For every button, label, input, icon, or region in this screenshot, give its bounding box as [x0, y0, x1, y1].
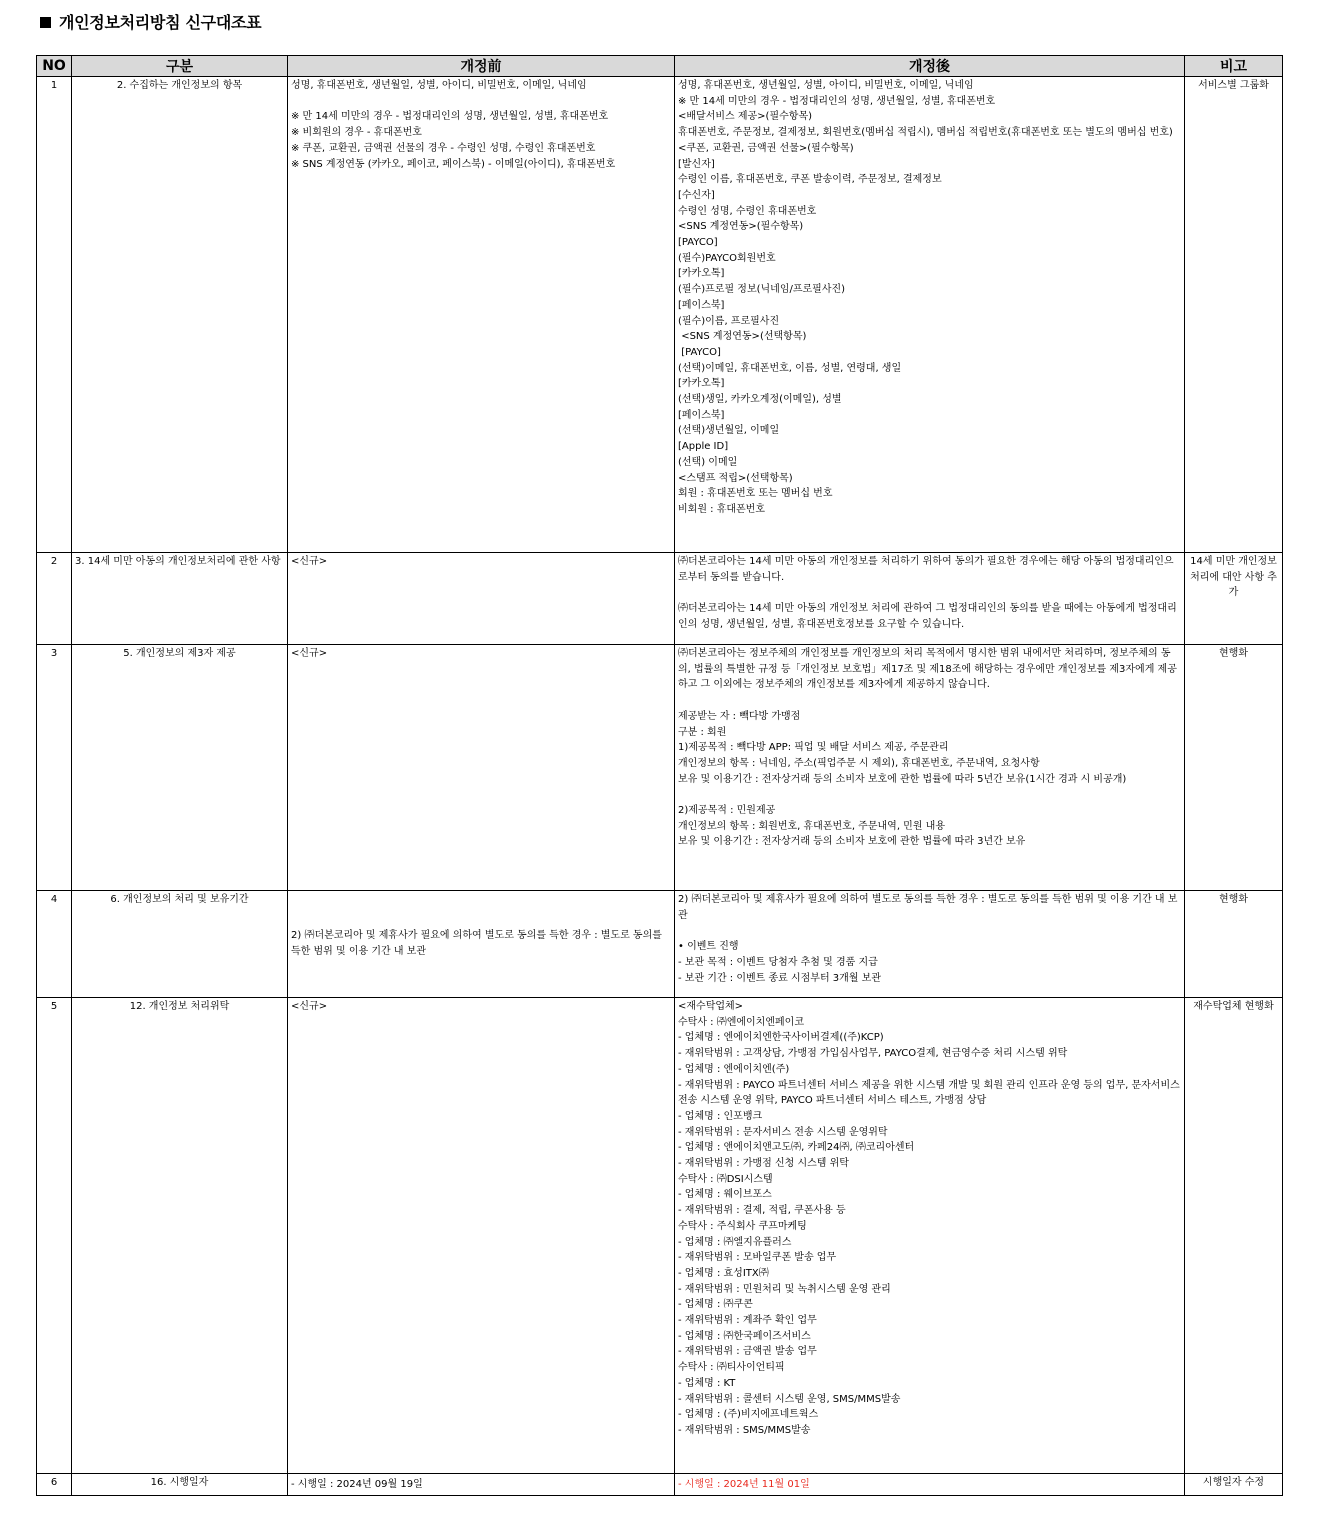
- after-text-line: - 업체명 : 인포뱅크: [678, 1110, 763, 1122]
- document-title-text: 개인정보처리방침 신구대조표: [59, 13, 262, 32]
- after-text-line: 휴대폰번호, 주문정보, 결제정보, 회원번호(멤버십 적립시), 멤버십 적립번호(휴대폰번호 또는 별도의 멤버십 번호): [678, 127, 1173, 139]
- after-text-line: 수탁사 : ㈜엔에이치엔페이코: [678, 1016, 804, 1028]
- after-text-line: 보유 및 이용기간 : 전자상거래 등의 소비자 보호에 관한 법률에 따라 3년간 보유: [678, 836, 1026, 848]
- after-text-line: [페이스북]: [678, 299, 725, 311]
- after-text-line: - 업체명 : ㈜엘지유플러스: [678, 1236, 792, 1248]
- row-no: 5: [37, 998, 72, 1474]
- after-text-line: (선택) 이메일: [678, 456, 738, 468]
- after-text-line: [카카오톡]: [678, 378, 725, 390]
- after-text-line: • 이벤트 진행: [678, 941, 739, 953]
- header-row: [37, 56, 1283, 77]
- after-text-line: - 업체명 : ㈜한국페이즈서비스: [678, 1330, 811, 1342]
- header-no: NO: [37, 56, 72, 77]
- after-text-line: [페이스북]: [678, 409, 725, 421]
- after-text-line: [카카오톡]: [678, 268, 725, 280]
- after-text-line: [678, 787, 1181, 803]
- after-text-line: [PAYCO]: [678, 237, 718, 249]
- row-after: [675, 998, 1185, 1474]
- after-text-line: - 업체명 : ㈜쿠콘: [678, 1299, 753, 1311]
- before-text-line: ※ SNS 계정연동 (카카오, 페이코, 페이스북) - 이메일(아이디), 휴대폰번호: [291, 158, 616, 170]
- before-text-line: <신규>: [291, 648, 328, 659]
- after-text-line: (필수)이름, 프로필사진: [678, 315, 780, 327]
- after-text-line: 성명, 휴대폰번호, 생년월일, 성별, 아이디, 비밀번호, 이메일, 닉네임: [678, 80, 974, 91]
- row-after: [675, 77, 1185, 553]
- row-remarks: 재수탁업체 현행화: [1185, 998, 1283, 1474]
- table-row: [37, 77, 1283, 553]
- row-remarks: 서비스별 그룹화: [1185, 77, 1283, 553]
- after-text-line: [발신자]: [678, 158, 715, 170]
- table-row: [37, 1474, 1283, 1496]
- after-text-line: (선택)이메일, 휴대폰번호, 이름, 성별, 연령대, 생일: [678, 362, 902, 374]
- after-text-line: 수탁사 : ㈜티사이언티픽: [678, 1362, 785, 1374]
- after-text-line: - 재위탁범위 : 가맹점 신청 시스템 위탁: [678, 1158, 849, 1170]
- before-text-line: <신규>: [291, 1001, 328, 1012]
- after-text-line: <배달서비스 제공>(필수항목): [678, 111, 812, 123]
- after-text-line: 수탁사 : ㈜DSI시스템: [678, 1173, 773, 1185]
- document-title: [40, 10, 261, 33]
- after-text-line: <쿠폰, 교환권, 금액권 선물>(필수항목): [678, 142, 854, 154]
- after-text-line: 수령인 성명, 수령인 휴대폰번호: [678, 205, 817, 217]
- after-text-line: 수령인 이름, 휴대폰번호, 쿠폰 발송이력, 주문정보, 결제정보: [678, 174, 942, 186]
- row-no: 2: [37, 553, 72, 645]
- comparison-table: [36, 55, 1283, 1496]
- table-row: [37, 891, 1283, 998]
- after-text-line: - 업체명 : (주)비지에프네트웍스: [678, 1409, 819, 1421]
- after-text-line: ㈜더본코리아는 14세 미만 아동의 개인정보 처리에 관하여 그 법정대리인의 동의를 받을 때에는 아동에게 법정대리인의 성명, 생년월일, 성별, 휴대폰번호정보를 요구할 수 있습니다.: [678, 603, 1177, 630]
- after-text-line: - 업체명 : 웨이브포스: [678, 1189, 772, 1201]
- after-text-line: 개인정보의 항목 : 회원번호, 휴대폰번호, 주문내역, 민원 내용: [678, 820, 945, 832]
- after-text-line: - 재위탁범위 : SMS/MMS발송: [678, 1424, 811, 1436]
- row-no: 1: [37, 77, 72, 553]
- row-remarks: 현행화: [1185, 891, 1283, 998]
- after-text-line: 개인정보의 항목 : 닉네임, 주소(픽업주문 시 제외), 휴대폰번호, 주문내역, 요청사항: [678, 757, 1040, 769]
- after-text-line: [678, 585, 1181, 601]
- after-text-line: [678, 923, 1181, 939]
- after-text-line: [Apple ID]: [678, 441, 729, 453]
- row-no: 6: [37, 1474, 72, 1496]
- after-text-line: (선택)생년월일, 이메일: [678, 425, 780, 437]
- after-text-line: - 재위탁범위 : PAYCO 파트너센터 서비스 제공을 위한 시스템 개발 및 회원 관리 인프라 운영 등의 업무, 문자서비스 전송 시스템 운영 위탁, PAYCO 파트너센터 서비스 테스트, 가맹점 상담: [678, 1079, 1183, 1107]
- table-body: [37, 77, 1283, 1496]
- after-text-line: 2)제공목적 : 민원제공: [678, 805, 776, 816]
- before-text-line: ※ 만 14세 미만의 경우 - 법정대리인의 성명, 생년월일, 성별, 휴대폰번호: [291, 111, 609, 123]
- before-text-line: - 시행일 : 2024년 09월 19일: [291, 1478, 423, 1490]
- row-before: [288, 553, 675, 645]
- after-text-line: 구분 : 회원: [678, 726, 727, 738]
- after-text-line: <SNS 계정연동>(필수항목): [678, 221, 804, 233]
- after-text-line: - 재위탁범위 : 금액권 발송 업무: [678, 1346, 817, 1358]
- after-text-line: <재수탁업체>: [678, 1001, 744, 1012]
- row-category: 6. 개인정보의 처리 및 보유기간: [72, 891, 288, 998]
- after-text-line: 1)제공목적 : 빽다방 APP: 픽업 및 배달 서비스 제공, 주문관리: [678, 742, 949, 754]
- after-text-line: <스탬프 적립>(선택항목): [678, 472, 793, 484]
- after-text-line: ㈜더본코리아는 정보주체의 개인정보를 개인정보의 처리 목적에서 명시한 범위 내에서만 처리하며, 정보주체의 동의, 법률의 특별한 규정 등「개인정보 보호법」제17조 및 제18조에 해당하는 경우에만 개인정보를 제3자에게 제공하고 그 이외에는 정보주체의 개인정보를 제3자에게 제공하지 않습니다.: [678, 648, 1177, 691]
- header-after: 개정後: [675, 56, 1185, 77]
- after-text-line: - 재위탁범위 : 결제, 적립, 쿠폰사용 등: [678, 1205, 846, 1217]
- after-text-line: - 업체명 : KT: [678, 1377, 736, 1389]
- after-text-line: - 업체명 : 엔에이치엔(주): [678, 1063, 790, 1075]
- row-remarks: 14세 미만 개인정보처리에 대안 사항 추가: [1185, 553, 1283, 645]
- after-text-line: <SNS 계정연동>(선택항목): [678, 331, 807, 343]
- row-after: [675, 553, 1185, 645]
- after-text-line: - 재위탁범위 : 모바일쿠폰 발송 업무: [678, 1252, 837, 1264]
- after-text-line: (필수)프로필 정보(닉네임/프로필사진): [678, 284, 846, 296]
- after-text-line: 비회원 : 휴대폰번호: [678, 503, 766, 515]
- after-text-line: [678, 533, 1181, 549]
- after-text-line: - 재위탁범위 : 문자서비스 전송 시스템 운영위탁: [678, 1126, 888, 1138]
- header-category: 구분: [72, 56, 288, 77]
- before-text-line: 2) ㈜더본코리아 및 제휴사가 필요에 의하여 별도로 동의를 득한 경우 : 별도로 동의를 득한 범위 및 이용 기간 내 보관: [291, 930, 666, 957]
- after-text-line: [678, 518, 1181, 534]
- after-text-line: 제공받는 자 : 빽다방 가맹점: [678, 710, 801, 722]
- after-text-line: - 재위탁범위 : 콜센터 시스템 운영, SMS/MMS발송: [678, 1393, 901, 1405]
- after-text-line: - 재위탁범위 : 고객상담, 가맹점 가입심사업무, PAYCO결제, 현금영수증 처리 시스템 위탁: [678, 1048, 1068, 1060]
- square-bullet-icon: [40, 17, 51, 28]
- after-text-line: - 업체명 : 엔에이치엔한국사이버결제((주)KCP): [678, 1032, 884, 1044]
- row-category: 3. 14세 미만 아동의 개인정보처리에 관한 사항: [72, 553, 288, 645]
- row-no: 4: [37, 891, 72, 998]
- row-before: [288, 77, 675, 553]
- header-before: 개정前: [288, 56, 675, 77]
- after-text-line: 수탁사 : 주식회사 쿠프마케팅: [678, 1220, 807, 1232]
- after-text-line: - 재위탁범위 : 계좌주 확인 업무: [678, 1315, 817, 1327]
- after-text-line: (필수)PAYCO회원번호: [678, 252, 776, 264]
- after-text-line: [수신자]: [678, 189, 715, 201]
- row-category: 5. 개인정보의 제3자 제공: [72, 645, 288, 891]
- after-text-line: - 보관 목적 : 이벤트 당첨자 추첨 및 경품 지급: [678, 956, 878, 968]
- after-text-line: - 업체명 : 효성ITX㈜: [678, 1267, 769, 1279]
- after-text-line: - 보관 기간 : 이벤트 종료 시점부터 3개월 보관: [678, 972, 881, 984]
- row-before: [288, 891, 675, 998]
- row-after: [675, 645, 1185, 891]
- row-remarks: 시행일자 수정: [1185, 1474, 1283, 1496]
- table-row: [37, 998, 1283, 1474]
- before-text-line: ※ 비회원의 경우 - 휴대폰번호: [291, 127, 422, 139]
- row-before: [288, 1474, 675, 1496]
- after-text-line: [PAYCO]: [678, 346, 721, 358]
- row-before: [288, 645, 675, 891]
- table-row: [37, 645, 1283, 891]
- after-text-line: ㈜더본코리아는 14세 미만 아동의 개인정보를 처리하기 위하여 동의가 필요한 경우에는 해당 아동의 법정대리인으로부터 동의를 받습니다.: [678, 556, 1174, 583]
- after-text-line: - 재위탁범위 : 민원처리 및 녹취시스템 운영 관리: [678, 1283, 891, 1295]
- after-text-line: 회원 : 휴대폰번호 또는 멤버십 번호: [678, 488, 833, 500]
- table-row: [37, 553, 1283, 645]
- row-category: 12. 개인정보 처리위탁: [72, 998, 288, 1474]
- after-text-line: ※ 만 14세 미만의 경우 - 법정대리인의 성명, 생년월일, 성별, 휴대폰번호: [678, 95, 996, 107]
- before-text-line: 성명, 휴대폰번호, 생년월일, 성별, 아이디, 비밀번호, 이메일, 닉네임: [291, 80, 587, 91]
- after-text-line: (선택)생일, 카카오계정(이메일), 성별: [678, 394, 842, 406]
- before-text-line: [291, 94, 671, 110]
- row-no: 3: [37, 645, 72, 891]
- before-text-line: <신규>: [291, 556, 328, 567]
- row-before: [288, 998, 675, 1474]
- header-remarks: 비고: [1185, 56, 1283, 77]
- after-text-line: 2) ㈜더본코리아 및 제휴사가 필요에 의하여 별도로 동의를 득한 경우 : 별도로 동의를 득한 범위 및 이용 기간 내 보관: [678, 894, 1178, 921]
- after-text-line: - 시행일 : 2024년 11월 01일: [678, 1478, 810, 1490]
- row-after: [675, 891, 1185, 998]
- row-after: [675, 1474, 1185, 1496]
- row-category: 16. 시행일자: [72, 1474, 288, 1496]
- after-text-line: 보유 및 이용기간 : 전자상거래 등의 소비자 보호에 관한 법률에 따라 5년간 보유(1시간 경과 시 비공개): [678, 773, 1127, 785]
- after-text-line: [678, 693, 1181, 709]
- before-text-line: ※ 쿠폰, 교환권, 금액권 선물의 경우 - 수령인 성명, 수령인 휴대폰번호: [291, 142, 596, 154]
- after-text-line: - 업체명 : 앤에이치앤고도㈜, 카페24㈜, ㈜코리아센터: [678, 1142, 915, 1154]
- row-category: 2. 수집하는 개인정보의 항목: [72, 77, 288, 553]
- row-remarks: 현행화: [1185, 645, 1283, 891]
